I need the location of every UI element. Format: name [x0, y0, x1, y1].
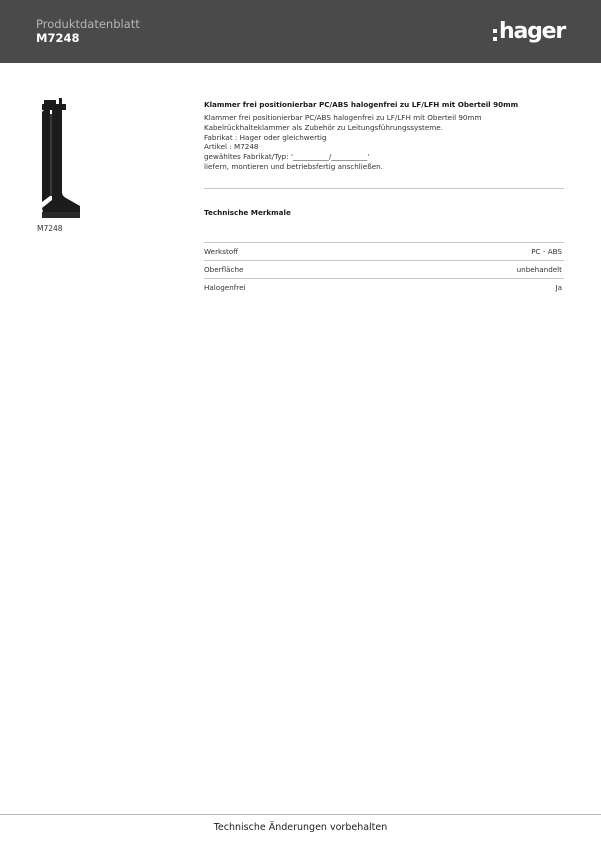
product-image — [36, 96, 82, 220]
spec-label: Werkstoff — [204, 247, 239, 256]
logo-dots-icon — [493, 29, 497, 41]
description-line: Kabelrückhalteklammer als Zubehör zu Leitungsführungssysteme. — [204, 122, 443, 132]
document-id: M7248 — [36, 31, 80, 45]
spec-label: Oberfläche — [204, 265, 244, 274]
product-description — [204, 113, 564, 172]
specs-title: Technische Merkmale — [204, 208, 291, 217]
spec-label: Halogenfrei — [204, 283, 246, 292]
spec-row-halogenfrei — [204, 278, 564, 296]
footer-note: Technische Änderungen vorbehalten — [213, 822, 388, 833]
spec-row-oberflaeche — [204, 260, 564, 278]
description-line: Fabrikat : Hager oder gleichwertig — [204, 132, 327, 142]
page-header — [0, 0, 601, 63]
footer-divider — [0, 814, 601, 815]
section-divider — [204, 188, 564, 189]
cable-clip-icon — [42, 98, 80, 218]
description-line: gewähltes Fabrikat/Typ: '__________/__________' — [204, 152, 370, 162]
document-type: Produktdatenblatt — [36, 17, 140, 31]
spec-value: unbehandelt — [516, 265, 562, 274]
logo-wordmark: hager — [499, 19, 566, 44]
description-line: liefern, montieren und betriebsfertig anschließen. — [204, 161, 383, 171]
product-title: Klammer frei positionierbar PC/ABS halogenfrei zu LF/LFH mit Oberteil 90mm — [204, 100, 519, 109]
spec-value: Ja — [555, 283, 562, 292]
product-info — [204, 100, 564, 172]
hager-logo — [493, 18, 565, 46]
specs-table — [204, 242, 564, 296]
image-caption: M7248 — [37, 224, 63, 233]
description-line: Artikel : M7248 — [204, 142, 259, 152]
description-line: Klammer frei positionierbar PC/ABS halogenfrei zu LF/LFH mit Oberteil 90mm — [204, 113, 482, 122]
spec-row-werkstoff — [204, 242, 564, 260]
spec-value: PC - ABS — [531, 247, 562, 256]
